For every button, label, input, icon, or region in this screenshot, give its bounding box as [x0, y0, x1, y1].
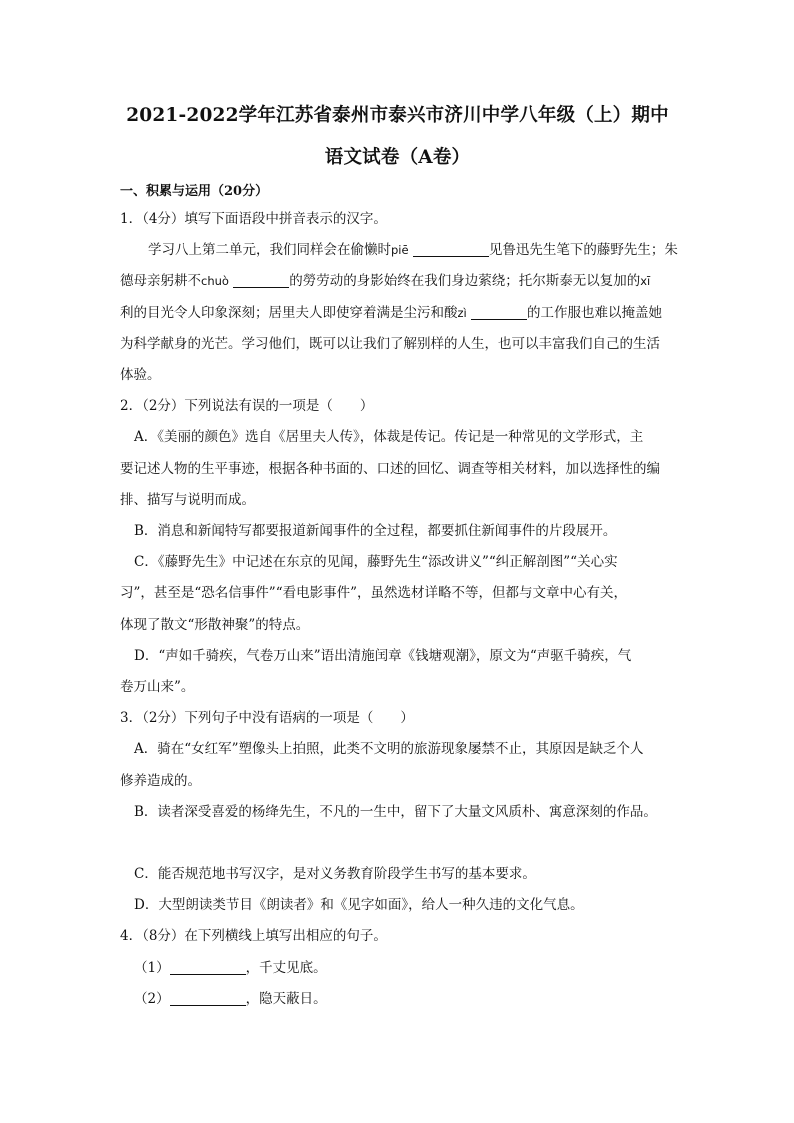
- fill-item-1: （1） ，千丈见底。: [134, 959, 327, 976]
- fill-blank[interactable]: [233, 271, 289, 288]
- option-c-line[interactable]: C．《藤野先生》中记述在东京的见闻，藤野先生“添改讲义”“纠正解剖图”“关心实: [134, 554, 618, 571]
- fill-blank[interactable]: [413, 240, 489, 257]
- option-b-line[interactable]: B．消息和新闻特写都要报道新闻事件的全过程，都要抓住新闻事件的片段展开。: [134, 523, 617, 540]
- fill-blank[interactable]: [170, 989, 246, 1006]
- question-3: [120, 703, 675, 921]
- option-a-line: 排、描写与说明而成。: [120, 491, 255, 508]
- option-d-line: 卷万山来”。: [120, 679, 195, 696]
- question-1-passage-line: 学习八上第二单元，我们同样会在偷懒时piē 见鲁迅先生笔下的藤野先生；朱: [148, 242, 678, 259]
- exam-title-line1: 2021-2022学年江苏省泰州市泰兴市济川中学八年级（上）期中: [126, 105, 669, 126]
- pinyin-xi: xī: [640, 274, 651, 289]
- option-b-line[interactable]: B．读者深受喜爱的杨绛先生，不凡的一生中，留下了大量文风质朴、寓意深刻的作品。: [134, 803, 657, 820]
- option-c-line: 体现了散文“形散神聚”的特点。: [120, 616, 310, 633]
- question-2: [120, 391, 675, 703]
- fill-item-2: （2） ，隐天蔽日。: [134, 990, 327, 1007]
- pinyin-chuo: chuò: [201, 274, 229, 289]
- fill-blank[interactable]: [170, 958, 246, 975]
- option-a-line: 修养造成的。: [120, 772, 201, 789]
- pinyin-zi: zì: [457, 305, 467, 320]
- question-1-passage-line: 体验。: [120, 367, 161, 384]
- option-c-line: 习”，甚至是“恐名信事件”“看电影事件”，虽然选材详略不等，但都与文章中心有关，: [120, 585, 628, 602]
- fill-blank[interactable]: [471, 303, 527, 320]
- question-1-passage-line: 为科学献身的光芒。学习他们，既可以让我们了解别样的人生，也可以丰富我们自己的生活: [120, 335, 660, 352]
- question-1-passage-line: 利的目光令人印象深刻；居里夫人即使穿着满是尘污和酸zì 的工作服也难以掩盖她: [120, 304, 663, 321]
- question-1-stem: 1．（4分）填写下面语段中拼音表示的汉字。: [120, 211, 387, 227]
- question-1: [120, 204, 678, 391]
- question-1-passage-line: 德母亲躬耕不chuò 的勞劳动的身影始终在我们身边萦绕；托尔斯泰无以复加的xī: [120, 273, 651, 290]
- exam-title-line2: 语文试卷（A卷）: [324, 147, 471, 168]
- option-a-line: 要记述人物的生平事迹，根据各种书面的、口述的回忆、调查等相关材料，加以选择性的编: [120, 460, 660, 477]
- option-c-line[interactable]: C．能否规范地书写汉字，是对义务教育阶段学生书写的基本要求。: [134, 866, 536, 883]
- section-heading: 一、积累与运用（20分）: [120, 184, 269, 199]
- option-d-line[interactable]: D．“声如千骑疾，气卷万山来”语出清施闰章《钱塘观潮》，原文为“声驱千骑疾，气: [134, 647, 632, 664]
- question-4: [120, 921, 675, 1015]
- option-a-line[interactable]: A．《美丽的颜色》选自《居里夫人传》，体裁是传记。传记是一种常见的文学形式，主: [134, 429, 644, 446]
- question-2-stem: 2．（2分）下列说法有误的一项是（ ）: [120, 398, 374, 415]
- question-3-stem: 3．（2分）下列句子中没有语病的一项是（ ）: [120, 710, 414, 727]
- option-d-line[interactable]: D．大型朗读类节目《朗读者》和《见字如面》，给人一种久违的文化气息。: [134, 897, 584, 914]
- option-a-line[interactable]: A．骑在“女红军”塑像头上拍照，此类不文明的旅游现象屡禁不止，其原因是缺乏个人: [134, 741, 644, 758]
- question-4-stem: 4．（8分）在下列横线上填写出相应的句子。: [120, 928, 387, 945]
- pinyin-pie: piē: [391, 243, 409, 258]
- spacer: [120, 828, 675, 859]
